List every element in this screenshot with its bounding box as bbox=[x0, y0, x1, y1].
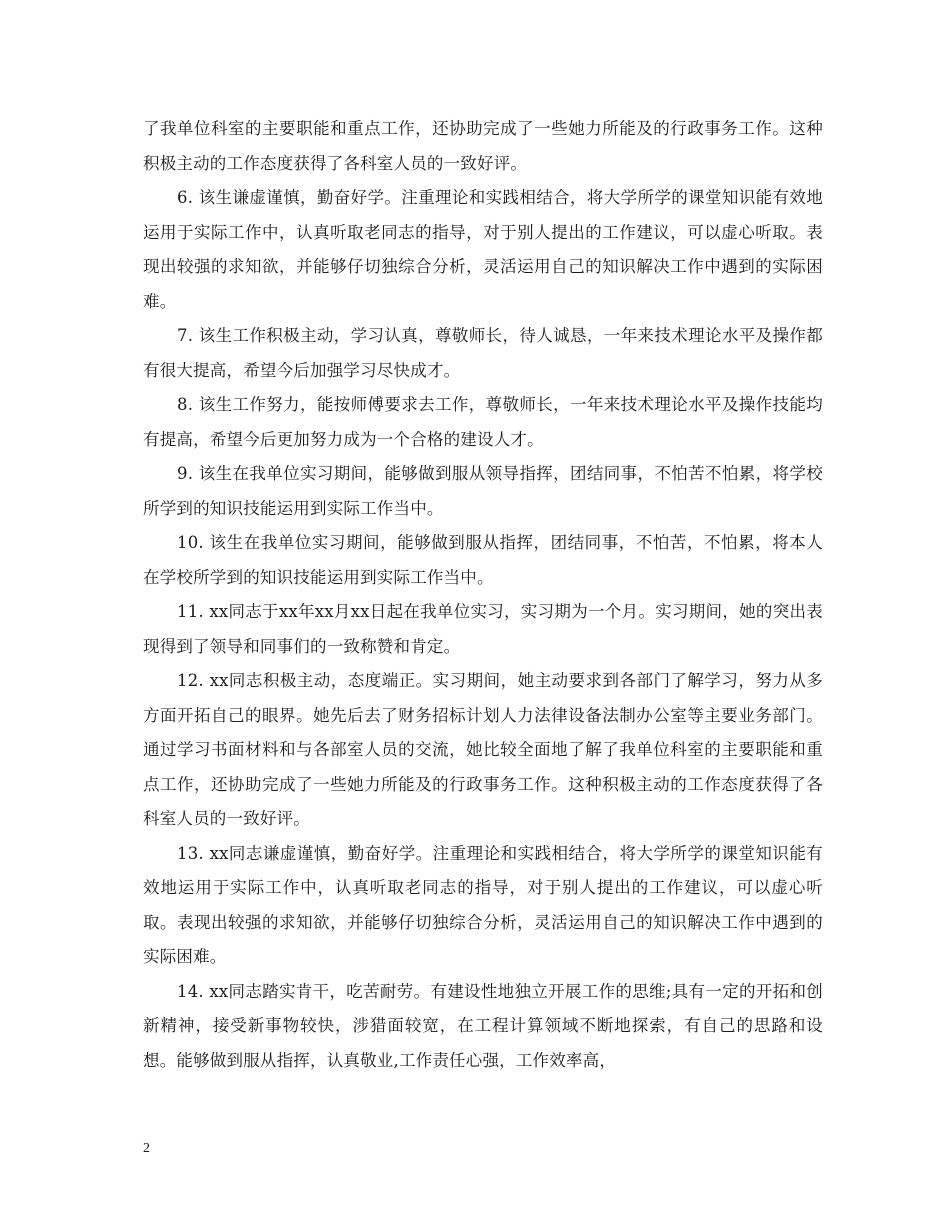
paragraph-item-7: 7. 该生工作积极主动，学习认真，尊敬师长，待人诚恳，一年来技术理论水平及操作都有很大提高，希望今后加强学习尽快成才。 bbox=[143, 326, 823, 380]
paragraph-item-9: 9. 该生在我单位实习期间，能够做到服从领导指挥，团结同事，不怕苦不怕累，将学校所学到的知识技能运用到实际工作当中。 bbox=[143, 464, 823, 518]
paragraph-item-13: 13. xx同志谦虚谨慎，勤奋好学。注重理论和实践相结合，将大学所学的课堂知识能有效地运用于实际工作中，认真听取老同志的指导，对于别人提出的工作建议，可以虚心听取。表现出较强的求知欲，并能够仔切独综合分析，灵活运用自己的知识解决工作中遇到的实际困难。 bbox=[143, 843, 823, 966]
document-body bbox=[143, 112, 823, 1078]
paragraph-continuation: 了我单位科室的主要职能和重点工作，还协助完成了一些她力所能及的行政事务工作。这种积极主动的工作态度获得了各科室人员的一致好评。 bbox=[143, 119, 823, 173]
paragraph-item-10: 10. 该生在我单位实习期间，能够做到服从指挥，团结同事，不怕苦，不怕累，将本人在学校所学到的知识技能运用到实际工作当中。 bbox=[143, 533, 823, 587]
paragraph-item-12: 12. xx同志积极主动，态度端正。实习期间，她主动要求到各部门了解学习，努力从多方面开拓自己的眼界。她先后去了财务招标计划人力法律设备法制办公室等主要业务部门。通过学习书面材料和与各部室人员的交流，她比较全面地了解了我单位科室的主要职能和重点工作，还协助完成了一些她力所能及的行政事务工作。这种积极主动的工作态度获得了各科室人员的一致好评。 bbox=[143, 671, 823, 828]
paragraph-item-11: 11. xx同志于xx年xx月xx日起在我单位实习，实习期为一个月。实习期间，她的突出表现得到了领导和同事们的一致称赞和肯定。 bbox=[143, 602, 823, 656]
paragraph-item-8: 8. 该生工作努力，能按师傅要求去工作，尊敬师长，一年来技术理论水平及操作技能均有提高，希望今后更加努力成为一个合格的建设人才。 bbox=[143, 395, 823, 449]
page-number: 2 bbox=[143, 1141, 150, 1156]
paragraph-item-14: 14. xx同志踏实肯干，吃苦耐劳。有建设性地独立开展工作的思维;具有一定的开拓和创新精神，接受新事物较快，涉猎面较宽，在工程计算领域不断地探索，有自己的思路和设想。能够做到服从指挥，认真敬业,工作责任心强，工作效率高， bbox=[143, 981, 823, 1070]
paragraph-item-6: 6. 该生谦虚谨慎，勤奋好学。注重理论和实践相结合，将大学所学的课堂知识能有效地运用于实际工作中，认真听取老同志的指导，对于别人提出的工作建议，可以虚心听取。表现出较强的求知欲，并能够仔切独综合分析，灵活运用自己的知识解决工作中遇到的实际困难。 bbox=[143, 188, 823, 311]
